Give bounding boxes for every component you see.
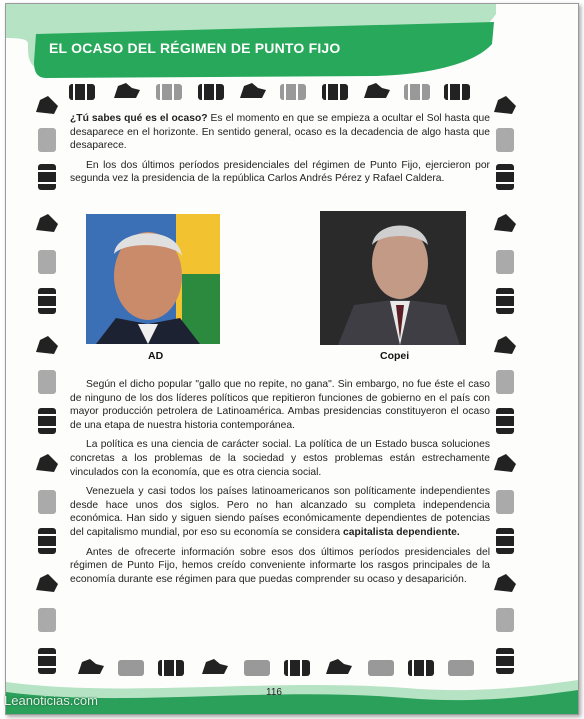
intro-definition: Es el momento en que se empieza a ocultar el Sol hasta que desaparece en el horizonte. En sentido general, ocaso es la decadencia de algo hasta que desaparece. [70,113,490,152]
page-title: EL OCASO DEL RÉGIMEN DE PUNTO FIJO [49,40,341,56]
intro-question: ¿Tú sabes qué es el ocaso? [70,113,208,124]
intro-paragraph: En los dos últimos períodos presidenciales del régimen de Punto Fijo, ejercieron por segunda vez la presidencia de la república Carlos Andrés Pérez y Rafael Caldera. [70,159,490,185]
left-border [30,4,60,714]
intro-text [70,112,490,192]
paragraph-4: Antes de ofrecerte información sobre esos dos últimos períodos presidenciales del régimen de Punto Fijo, hemos creído conveniente informarte los rasgos principales de la economía durante ese régimen para que puedas comprender su ocaso y desaparición. [70,546,490,585]
page-number: 116 [266,687,282,698]
paragraph-3-text: Venezuela y casi todos los países latinoamericanos son políticamente independientes desde hace unos dos siglos. Pero no han alcanzado su completa independencia económica. Han sido y siguen siendo países económicamente dependientes de potencias del capitalismo mundial, por eso su economía se considera [70,486,490,538]
photo-caption-copei: Copei [380,350,410,362]
paragraph-1: Según el dicho popular "gallo que no repite, no gana". Sin embargo, no fue éste el caso de ninguno de los dos líderes políticos que repitieron funciones de gobierno en el país con mayor producción petrolera de Latinoamérica. Ambas presidencias constituyeron el ocaso de una etapa de nuestra historia contemporánea. [70,379,490,431]
paragraph-3 [70,485,490,539]
photo-copei [320,211,466,345]
main-text [70,378,490,592]
photo-ad [86,214,220,344]
photo-caption-ad: AD [148,350,164,362]
paragraph-3-bold: capitalista dependiente. [343,526,460,538]
paragraph-2: La política es una ciencia de carácter social. La política de un Estado busca soluciones concretas a los problemas de la sociedad y estos problemas están estrechamente vinculados con la economía, que es otra ciencia social. [70,439,490,478]
textbook-page [5,3,579,715]
right-border [490,4,520,714]
watermark: Leanoticias.com [4,693,98,708]
